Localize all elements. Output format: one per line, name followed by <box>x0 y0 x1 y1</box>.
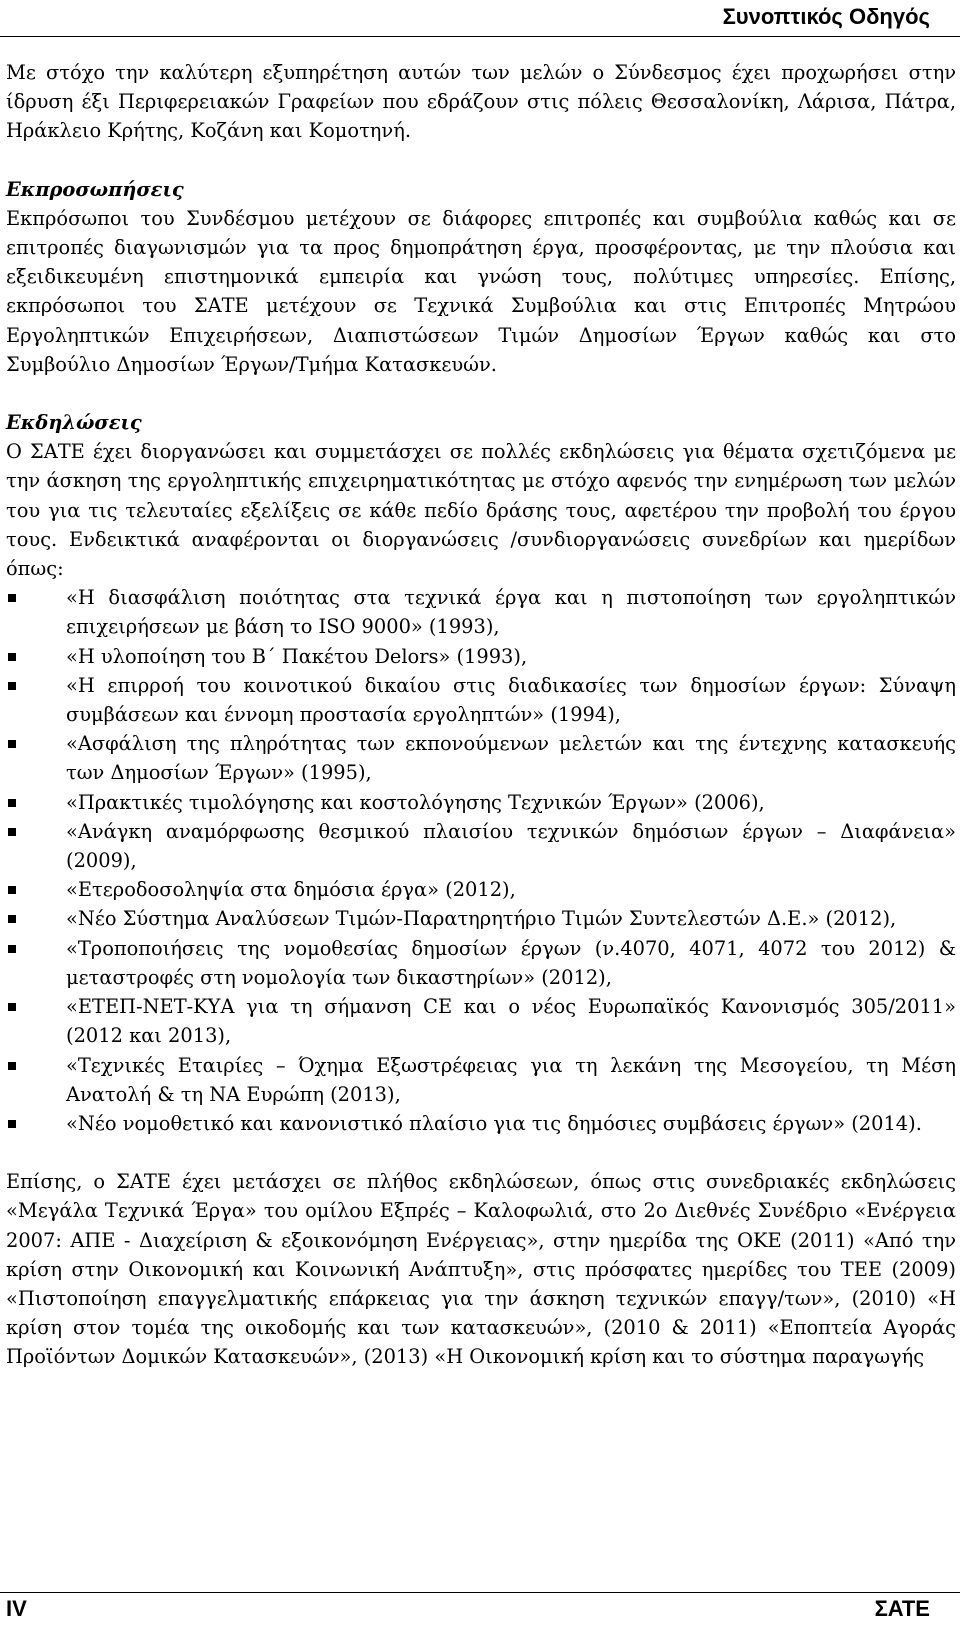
square-bullet-icon <box>8 1120 16 1128</box>
square-bullet-icon <box>8 740 16 748</box>
document-title: Συνοπτικός Οδηγός <box>722 4 930 29</box>
representations-paragraph: Εκπρόσωποι του Συνδέσμου μετέχουν σε διάφορες επιτροπές και συμβούλια καθώς και σε επιτροπές διαγωνισμών για τα προς δημοπράτηση έργα, προσφέροντας, με την πλούσια και εξειδικευμένη επιστημονικά εμπειρία και γνώση τους, πολύτιμες υπηρεσίες. Επίσης, εκπρόσωποι του ΣΑΤΕ μετέχουν σε Τεχνικά Συμβούλια και στις Επιτροπές Μητρώου Εργοληπτικών Επιχειρήσεων, Διαπιστώσεων Τιμών Δημοσίων Έργων καθώς και στο Συμβούλιο Δημοσίων Έργων/Τμήμα Κατασκευών. <box>6 206 956 376</box>
square-bullet-icon <box>8 886 16 894</box>
list-item <box>6 1109 956 1138</box>
list-item <box>6 671 956 729</box>
square-bullet-icon <box>8 594 16 602</box>
square-bullet-icon <box>8 945 16 953</box>
list-item <box>6 729 956 787</box>
page-footer <box>0 1586 960 1626</box>
organization-name: ΣΑΤΕ <box>874 1596 930 1621</box>
square-bullet-icon <box>8 915 16 923</box>
events-list <box>6 583 956 1138</box>
list-item-text: «Ασφάλιση της πληρότητας των εκπονούμενων μελετών και της έντεχνης κατασκευής των Δημοσίων Έργων» (1995), <box>66 732 956 785</box>
list-item <box>6 583 956 641</box>
list-item-text: «Η διασφάλιση ποιότητας στα τεχνικά έργα και η πιστοποίηση των εργοληπτικών επιχειρήσεων με βάση το ISO 9000» (1993), <box>66 586 956 639</box>
list-item-text: «Ετεροδοσοληψία στα δημόσια έργα» (2012), <box>66 878 516 902</box>
intro-paragraph: Με στόχο την καλύτερη εξυπηρέτηση αυτών των μελών ο Σύνδεσμος έχει προχωρήσει στην ίδρυση έξι Περιφερειακών Γραφείων που εδράζουν στις πόλεις Θεσσαλονίκη, Λάρισα, Πάτρα, Ηράκλειο Κρήτης, Κοζάνη και Κομοτηνή. <box>6 61 956 143</box>
events-heading: Εκδηλώσεις <box>6 411 142 435</box>
events-paragraph: Ο ΣΑΤΕ έχει διοργανώσει και συμμετάσχει σε πολλές εκδηλώσεις για θέματα σχετιζόμενα με την άσκηση της εργοληπτικής επιχειρηματικότητας με στόχο αφενός την ενημέρωση των μελών του για τις τελευταίες εξελίξεις σε κάθε πεδίο δράσης τους, αφετέρου την προβολή του έργου τους. Ενδεικτικά αναφέρονται οι διοργανώσεις /συνδιοργανώσεις συνεδρίων και ημερίδων όπως: <box>6 440 956 581</box>
footer-rule <box>0 1592 960 1593</box>
page-number: IV <box>6 1596 27 1621</box>
spacer <box>6 1138 956 1167</box>
list-item-text: «Πρακτικές τιμολόγησης και κοστολόγησης Τεχνικών Έργων» (2006), <box>66 790 765 814</box>
list-item-text: «Ανάγκη αναμόρφωσης θεσμικού πλαισίου τεχνικών δημόσιων έργων – Διαφάνεια» (2009), <box>66 819 956 873</box>
list-item-text: «Τροποποιήσεις της νομοθεσίας δημοσίων έργων (ν.4070, 4071, 4072 του 2012) & μεταστροφές στη νομολογία των δικαστηρίων» (2012), <box>66 936 956 989</box>
list-item-text: «Νέο νομοθετικό και κανονιστικό πλαίσιο για τις δημόσιες συμβάσεις έργων» (2014). <box>66 1111 922 1135</box>
list-item <box>6 904 956 933</box>
list-item-text: «Τεχνικές Εταιρίες – Όχημα Εξωστρέφειας για τη λεκάνη της Μεσογείου, τη Μέση Ανατολή & τη ΝΑ Ευρώπη (2013), <box>66 1053 956 1106</box>
header-rule <box>0 36 960 37</box>
square-bullet-icon <box>8 682 16 690</box>
list-item-text: «Η υλοποίηση του Β΄ Πακέτου Delors» (1993), <box>66 644 528 668</box>
page-content <box>6 58 956 1372</box>
list-item <box>6 875 956 904</box>
list-item <box>6 788 956 817</box>
list-item-text: «Η επιρροή του κοινοτικού δικαίου στις διαδικασίες των δημοσίων έργων: Σύναψη συμβάσεων και έννομη προστασία εργοληπτών» (1994), <box>66 673 956 727</box>
square-bullet-icon <box>8 1003 16 1011</box>
square-bullet-icon <box>8 653 16 661</box>
list-item <box>6 1051 956 1109</box>
square-bullet-icon <box>8 1062 16 1070</box>
events-closing-paragraph: Επίσης, ο ΣΑΤΕ έχει μετάσχει σε πλήθος εκδηλώσεων, όπως στις συνεδριακές εκδηλώσεις «Μεγάλα Τεχνικά Έργα» του ομίλου Εξπρές – Καλοφωλιά, στο 2ο Διεθνές Συνέδριο «Ενέργεια 2007: ΑΠΕ - Διαχείριση & εξοικονόμηση Ενέργειας», στην ημερίδα της ΟΚΕ (2011) «Από την κρίση στην Οικονομική και Κοινωνική Ανάπτυξη», στις πρόσφατες ημερίδες του ΤΕΕ (2009) «Πιστοποίηση επαγγελματικής επάρκειας για την άσκηση τεχνικών επαγγ/των», (2010) «Η κρίση στον τομέα της οικοδομής και των κατασκευών», (2010 & 2011) «Εποπτεία Αγοράς Προϊόντων Δομικών Κατασκευών», (2013) «Η Οικονομική κρίση και το σύστημα παραγωγής <box>6 1170 956 1369</box>
representations-heading: Εκπροσωπήσεις <box>6 177 184 201</box>
square-bullet-icon <box>8 799 16 807</box>
list-item <box>6 642 956 671</box>
list-item <box>6 934 956 992</box>
list-item <box>6 817 956 875</box>
list-item <box>6 992 956 1050</box>
page-header <box>0 0 960 38</box>
square-bullet-icon <box>8 828 16 836</box>
list-item-text: «Νέο Σύστημα Αναλύσεων Τιμών-Παρατηρητήριο Τιμών Συντελεστών Δ.Ε.» (2012), <box>66 907 897 931</box>
list-item-text: «ΕΤΕΠ-ΝΕΤ-ΚΥΑ για τη σήμανση CE και ο νέος Ευρωπαϊκός Κανονισμός 305/2011» (2012 και 2013), <box>66 995 956 1048</box>
